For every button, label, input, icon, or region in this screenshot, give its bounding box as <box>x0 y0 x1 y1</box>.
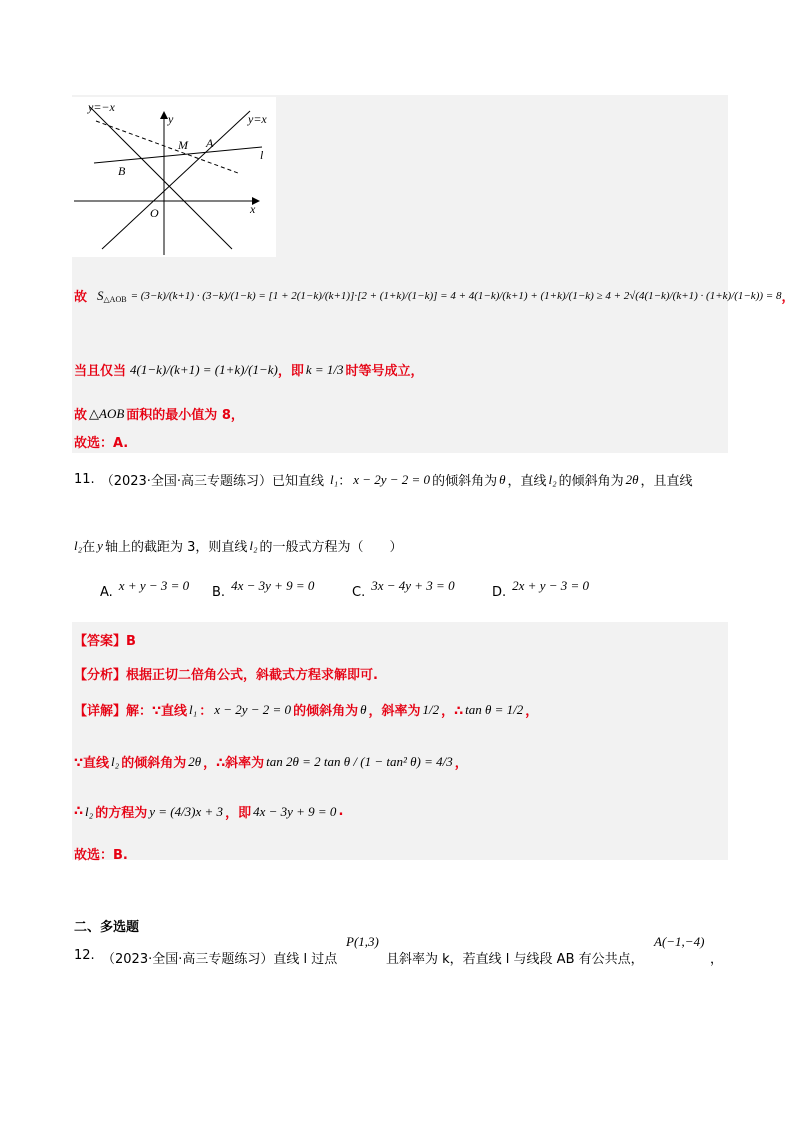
area-line <box>74 286 794 305</box>
question11-l2: l₂ <box>548 471 557 487</box>
question11-colon: ： <box>338 474 352 489</box>
l2-sym: l₂ <box>111 753 120 769</box>
l2-d: ， <box>454 756 468 771</box>
question12-point-a: A(−1,−4) <box>654 934 705 949</box>
label-y: y <box>168 112 174 126</box>
question11-source: （2023·全国·高三专题练习）已知直线 <box>100 474 325 489</box>
question12-source: （2023·全国·高三专题练习）直线 l 过点 <box>102 952 338 967</box>
answer11-equation-line <box>74 802 343 821</box>
option-d[interactable] <box>492 578 590 600</box>
eq-line: y = (4/3)x + 3 <box>149 803 224 819</box>
detail-c: 的倾斜角为 <box>293 704 359 719</box>
area-subscript: △AOB <box>103 295 127 304</box>
question12-text: 且斜率为 k，若直线 l 与线段 AB 有公共点， <box>386 952 644 967</box>
question11-text2: ，直线 <box>507 474 547 489</box>
option-b-label: B. <box>212 585 226 600</box>
question12-line <box>74 934 734 967</box>
area-suffix: ， <box>781 290 795 305</box>
question11-eq1: x − 2y − 2 = 0 <box>353 471 431 487</box>
label-y-neg-x: y=−x <box>88 100 115 114</box>
area-s: S <box>97 287 104 303</box>
label-l: l <box>260 148 264 162</box>
detail-e: ，∴ <box>441 704 464 719</box>
eq-c: ，即 <box>225 806 252 821</box>
equality-formula: 4(1−k)/(k+1) = (1+k)/(1−k) <box>130 361 278 377</box>
question11-number: 11. <box>74 472 95 487</box>
option-c-label: C. <box>352 585 366 600</box>
option-b-eq: 4x − 3y + 9 = 0 <box>231 578 315 593</box>
question11-line2-a: 在 <box>82 540 96 555</box>
question11-line2-b: 轴上的截距为 3，则直线 <box>104 540 248 555</box>
equality-line <box>74 360 424 379</box>
detail-eq: x − 2y − 2 = 0 <box>214 701 292 717</box>
answer11-detail-line <box>74 700 538 719</box>
eq-general: 4x − 3y + 9 = 0 <box>253 803 337 819</box>
question11-y: y <box>97 537 103 553</box>
label-origin: O <box>150 206 159 220</box>
question11-line1 <box>74 470 693 489</box>
option-d-eq: 2x + y − 3 = 0 <box>512 578 590 593</box>
eq-a: ∴ <box>74 804 84 819</box>
label-b: B <box>118 164 126 178</box>
option-c-eq: 3x − 4y + 3 = 0 <box>371 578 455 593</box>
answer11-l2-line <box>74 752 468 771</box>
question11-line2-c: 的一般式方程为（ ） <box>259 540 403 555</box>
question11-theta: θ <box>499 471 506 487</box>
answer11-analysis: 【分析】根据正切二倍角公式，斜截式方程求解即可. <box>74 668 378 683</box>
l2-formula: tan 2θ = 2 tan θ / (1 − tan² θ) = 4/3 <box>266 753 453 769</box>
eq-l2: l₂ <box>85 803 94 819</box>
l2-b: 的倾斜角为 <box>121 756 187 771</box>
eq-d: . <box>338 804 344 819</box>
coordinate-figure <box>72 97 276 257</box>
detail-b: ： <box>199 704 213 719</box>
question11-text1: 的倾斜角为 <box>432 474 498 489</box>
answer-block-11 <box>72 622 728 860</box>
question12-point-p: P(1,3) <box>346 934 379 949</box>
option-b[interactable] <box>212 578 315 600</box>
question11-l2-mid: l₂ <box>249 537 258 553</box>
label-x: x <box>250 202 256 216</box>
question11-text3: 的倾斜角为 <box>558 474 624 489</box>
detail-tan: tan θ = 1/2 <box>465 701 524 717</box>
l2-a: ∵直线 <box>74 756 110 771</box>
option-d-label: D. <box>492 585 507 600</box>
question11-2theta: 2θ <box>625 471 639 487</box>
answer11-choice: 故选：B. <box>74 848 128 863</box>
equality-mid: ，即 <box>277 364 304 379</box>
equality-k: k = 1/3 <box>305 361 344 377</box>
detail-theta: θ <box>360 701 367 717</box>
option-a-label: A. <box>100 585 113 600</box>
solution10-choice: 故选：A. <box>74 436 129 451</box>
figure-background <box>72 97 276 257</box>
detail-d: ，斜率为 <box>368 704 421 719</box>
label-m: M <box>178 138 188 152</box>
option-a[interactable] <box>100 578 190 600</box>
question11-l2-start: l₂ <box>74 537 83 553</box>
minimum-line <box>74 404 244 423</box>
detail-a: 【详解】解：∵直线 <box>74 704 188 719</box>
label-y-x: y=x <box>248 112 267 126</box>
label-a: A <box>206 136 214 150</box>
question12-comma: ， <box>710 952 724 967</box>
section-heading: 二、多选题 <box>74 920 140 935</box>
equality-prefix: 当且仅当 <box>74 364 127 379</box>
area-prefix: 故 <box>74 290 88 305</box>
option-c[interactable] <box>352 578 455 600</box>
question11-l1: l₁ <box>330 471 339 487</box>
detail-l1: l₁ <box>189 701 198 717</box>
minimum-prefix: 故 <box>74 408 88 423</box>
question11-line2 <box>74 536 403 555</box>
answer11-answer: 【答案】B <box>74 634 136 649</box>
option-a-eq: x + y − 3 = 0 <box>118 578 190 593</box>
area-formula: = (3−k)/(k+1) · (3−k)/(1−k) = [1 + 2(1−k)/(k+1)]·[2 + (1+k)/(1−k)] = 4 + 4(1−k)/(k+1) + (1+k)/(1−k) ≥ 4 + 2√(4(1−k)/(k+1) · (1+k)/(1−k)) = 8 <box>130 289 782 302</box>
detail-f: ， <box>525 704 539 719</box>
l2-c: ，∴斜率为 <box>203 756 265 771</box>
equality-suffix: 时等号成立， <box>345 364 424 379</box>
l2-2theta: 2θ <box>188 753 202 769</box>
minimum-suffix: 面积的最小值为 8， <box>126 408 244 423</box>
question11-text4: ，且直线 <box>640 474 693 489</box>
eq-b: 的方程为 <box>95 806 148 821</box>
question12-number: 12. <box>74 948 95 963</box>
minimum-formula: △AOB <box>89 405 125 421</box>
detail-slope: 1/2 <box>422 701 440 717</box>
